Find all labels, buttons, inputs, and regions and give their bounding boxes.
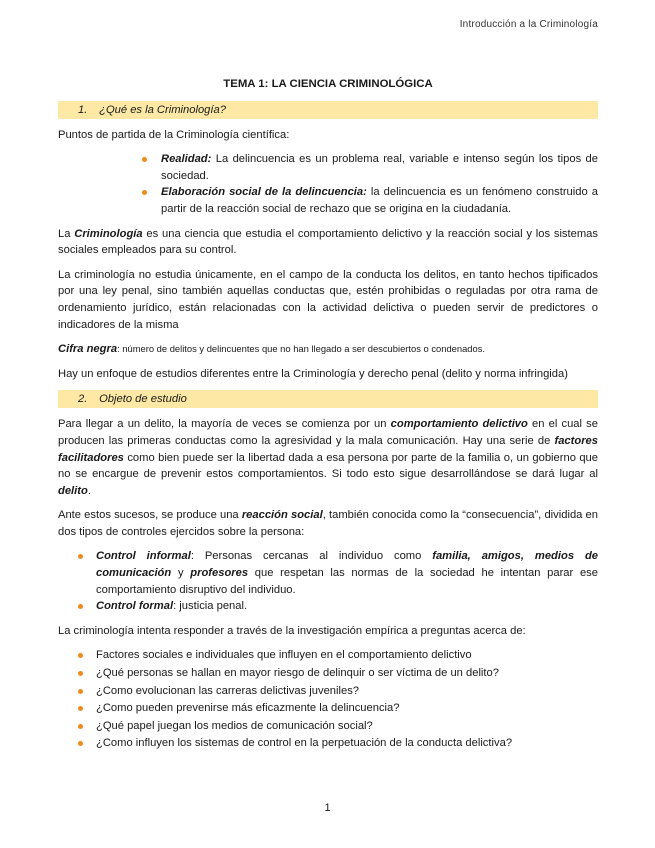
text-run: : justicia penal. — [173, 600, 248, 613]
page-number: 1 — [324, 802, 331, 814]
section-heading-2 — [58, 390, 598, 408]
list-item — [58, 151, 598, 184]
term: Control informal — [96, 550, 191, 563]
term: Control formal — [96, 600, 174, 613]
bullet-icon — [78, 741, 83, 746]
list-item — [58, 598, 598, 615]
term: comportamiento delictivo — [390, 418, 528, 431]
cifra-negra-paragraph — [58, 341, 598, 358]
list-item — [58, 647, 598, 664]
controls-list — [58, 548, 598, 614]
term: familia, amigos, medios de comunicación — [96, 550, 598, 580]
term: Criminología — [74, 227, 143, 240]
starting-points-list — [58, 151, 598, 217]
text-run: : Personas cercanas al individuo como — [190, 550, 433, 563]
item-text: ¿Como influyen los sistemas de control en la perpetuación de la conducta delictiva? — [96, 737, 513, 750]
scope-paragraph: La criminología no estudia únicamente, en el campo de la conducta los delitos, en tanto hechos tipificados por una ley penal, sino también aquellas conductas que, estén prohibidas o reguladas por otra rama de ordenamiento jurídico, están relacionadas con la actividad delictiva o pueden servir de predictores o indicadores de la misma — [58, 268, 598, 331]
item-text: ¿Qué personas se hallan en mayor riesgo de delinquir o ser víctima de un delito? — [96, 667, 499, 680]
page-content — [58, 76, 598, 760]
text-run: . — [87, 484, 91, 497]
text-run: en el cual se producen las primeras conductas como la agresividad y la mala comunicación. Hay una serie de — [58, 418, 598, 447]
questions-list — [58, 647, 598, 752]
bullet-icon — [78, 724, 83, 729]
object-paragraph-2 — [58, 507, 598, 540]
section-heading-1 — [58, 101, 598, 119]
section-number: 2. — [78, 393, 88, 406]
list-item — [58, 683, 598, 700]
list-item — [58, 735, 598, 752]
list-item — [58, 548, 598, 598]
item-text: Factores sociales e individuales que influyen en el comportamiento delictivo — [96, 649, 472, 662]
term: Cifra negra — [58, 343, 118, 356]
enfoque-paragraph: Hay un enfoque de estudios diferentes entre la Criminología y derecho penal (delito y norma infringida) — [58, 367, 568, 380]
text-run: Ante estos sucesos, se produce una — [58, 509, 242, 522]
item-text: La delincuencia es un problema real, variable e intenso según los tipos de sociedad. — [161, 153, 598, 182]
bullet-icon — [142, 190, 147, 195]
item-text: la delincuencia es un fenómeno construido a partir de la reacción social de rechazo que se origina en la ciudadanía. — [161, 186, 598, 215]
bullet-icon — [78, 706, 83, 711]
bullet-icon — [78, 604, 83, 609]
list-item — [58, 718, 598, 735]
text-run: es una ciencia que estudia el comportamiento delictivo y la reacción social y los sistemas sociales empleados para su control. — [58, 227, 598, 257]
list-item — [58, 700, 598, 717]
text-run: : número de delitos y delincuentes que no han llegado a ser descubiertos o condenados. — [117, 343, 486, 355]
section-number: 1. — [78, 103, 88, 116]
object-paragraph-1 — [58, 416, 598, 499]
bullet-icon — [78, 653, 83, 658]
term: reacción social — [241, 509, 323, 522]
item-text: ¿Qué papel juegan los medios de comunicación social? — [96, 719, 373, 732]
running-header: Introducción a la Criminología — [459, 19, 598, 30]
bullet-icon — [78, 689, 83, 694]
list-item — [58, 665, 598, 682]
bullet-icon — [78, 554, 83, 559]
questions-intro: La criminología intenta responder a través de la investigación empírica a preguntas acerca de: — [58, 624, 526, 637]
text-run: como bien puede ser la libertad dada a esa persona por parte de la familia o, un gobierno que no se encargue de prevenir estos comportamientos. Si todo esto sigue desarrollándose se dará lugar al — [58, 451, 598, 481]
definition-paragraph — [58, 226, 598, 259]
term: Elaboración social de la delincuencia: — [161, 186, 367, 199]
page-title: TEMA 1: LA CIENCIA CRIMINOLÓGICA — [223, 78, 433, 90]
term: factores facilitadores — [58, 434, 598, 464]
intro-paragraph: Puntos de partida de la Criminología científica: — [58, 128, 290, 141]
term: delito — [58, 484, 88, 497]
item-text: ¿Como evolucionan las carreras delictivas juveniles? — [96, 684, 360, 697]
section-title: Objeto de estudio — [99, 393, 187, 406]
section-title: ¿Qué es la Criminología? — [99, 103, 226, 116]
term: Realidad: — [161, 153, 212, 166]
bullet-icon — [78, 671, 83, 676]
text-run: y — [171, 567, 191, 580]
text-run: La — [58, 227, 75, 240]
text-run: que respetan las normas de la sociedad he intentan parar ese comportamiento disruptivo del individuo. — [96, 567, 598, 596]
text-run: , también conocida como la “consecuencia”, dividida en dos tipos de controles ejercidos sobre la persona: — [58, 509, 598, 538]
term: profesores — [190, 567, 249, 580]
list-item — [58, 184, 598, 217]
item-text: ¿Como pueden prevenirse más eficazmente la delincuencia? — [96, 702, 400, 715]
text-run: Para llegar a un delito, la mayoría de veces se comienza por un — [58, 418, 391, 431]
bullet-icon — [142, 157, 147, 162]
